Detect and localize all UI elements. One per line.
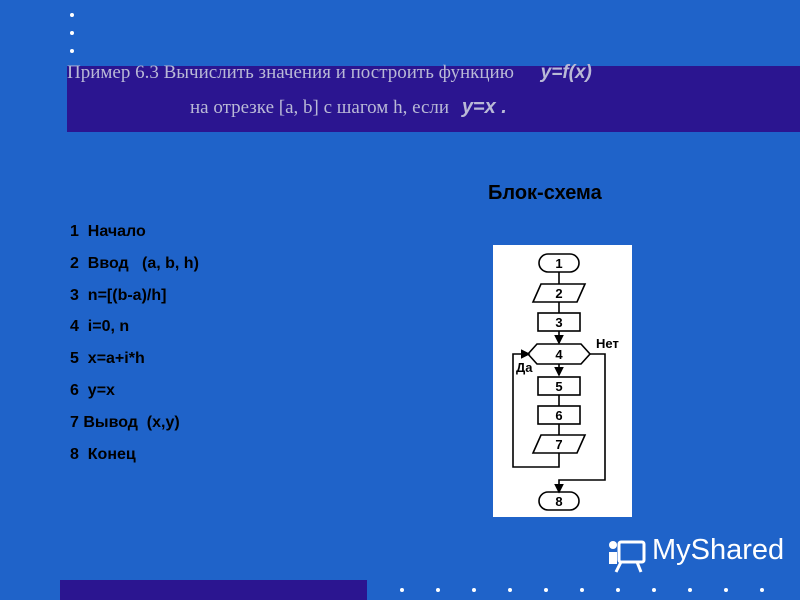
step-item: 8 Конец bbox=[70, 445, 136, 463]
block-label: 4 bbox=[555, 347, 563, 362]
title-equation: y=x . bbox=[461, 96, 507, 118]
title-line-2 bbox=[190, 96, 507, 119]
step-item: 5 x=a+i*h bbox=[70, 350, 145, 368]
step-item: 7 Вывод (x,y) bbox=[70, 413, 180, 431]
flowchart-panel bbox=[493, 245, 632, 517]
decor-dot bbox=[688, 588, 692, 592]
step-item: 6 y=x bbox=[70, 381, 115, 399]
bottom-band bbox=[60, 580, 367, 600]
step-item: 1 Начало bbox=[70, 223, 146, 240]
decor-dot bbox=[70, 31, 74, 35]
block-label: 1 bbox=[555, 256, 563, 271]
no-label: Нет bbox=[596, 336, 619, 351]
decor-dot bbox=[436, 588, 440, 592]
decor-dot bbox=[616, 588, 620, 592]
decor-dot bbox=[544, 588, 548, 592]
decor-dot bbox=[508, 588, 512, 592]
decor-dot bbox=[70, 49, 74, 53]
decor-dot bbox=[652, 588, 656, 592]
flowchart-heading: Блок-схема bbox=[488, 182, 602, 204]
title-line-2-text: на отрезке [a, b] с шагом h, если bbox=[190, 97, 450, 118]
decor-dot bbox=[472, 588, 476, 592]
step-item: 3 n=[(b-a)/h] bbox=[70, 286, 167, 304]
decor-dot bbox=[580, 588, 584, 592]
algorithm-steps bbox=[70, 216, 199, 470]
block-label: 5 bbox=[555, 379, 563, 394]
watermark-text: MyShared bbox=[652, 534, 785, 566]
step-item: 2 Ввод (a, b, h) bbox=[70, 254, 199, 272]
decor-dot bbox=[724, 588, 728, 592]
step-item: 4 i=0, n bbox=[70, 318, 130, 336]
block-label: 8 bbox=[555, 494, 563, 509]
decor-dot bbox=[400, 588, 404, 592]
block-label: 3 bbox=[555, 315, 563, 330]
decor-dot bbox=[70, 13, 74, 17]
title-line-1-text: Пример 6.3 Вычислить значения и построить функцию bbox=[67, 62, 514, 83]
block-label: 6 bbox=[555, 408, 563, 423]
yes-label: Да bbox=[516, 360, 533, 375]
title-function: y=f(x) bbox=[540, 62, 592, 83]
decor-dot bbox=[760, 588, 764, 592]
title-line-1 bbox=[67, 62, 592, 84]
exit-line bbox=[559, 354, 605, 492]
block-label: 2 bbox=[555, 286, 563, 301]
block-label: 7 bbox=[555, 437, 563, 452]
flowchart-diagram bbox=[493, 245, 632, 517]
presentation-board-icon bbox=[607, 536, 647, 574]
